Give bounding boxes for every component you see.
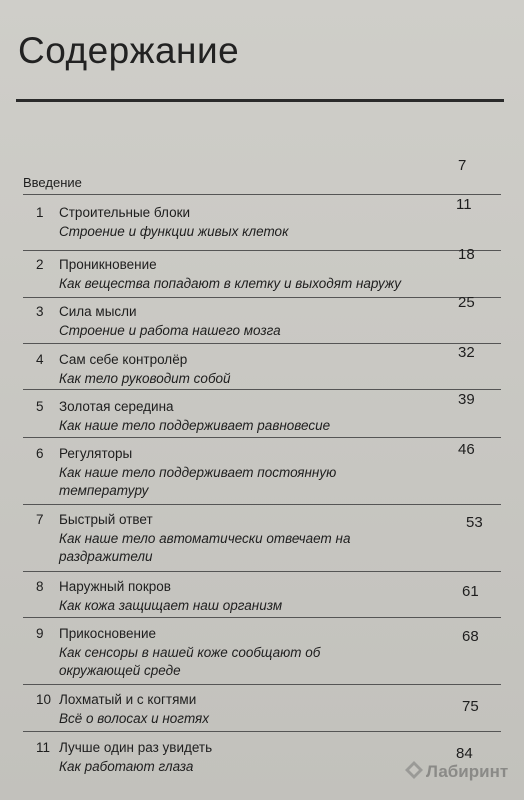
entry-divider bbox=[23, 684, 501, 685]
chapter-page-number: 46 bbox=[458, 441, 475, 458]
chapter-page-number: 84 bbox=[456, 745, 473, 762]
entry-divider bbox=[23, 571, 501, 572]
chapter-subtitle: Как наше тело автоматически отвечает на раздражители bbox=[59, 531, 351, 564]
chapter-title: Наружный покров bbox=[59, 579, 171, 594]
chapter-subtitle: Всё о волосах и ногтях bbox=[59, 711, 210, 726]
chapter-page-number: 25 bbox=[458, 294, 475, 311]
chapter-subtitle: Как вещества попадают в клетку и выходят наружу bbox=[59, 276, 402, 291]
chapter-page-number: 39 bbox=[458, 391, 475, 408]
chapter-number: 8 bbox=[36, 579, 44, 594]
entry-divider bbox=[23, 389, 501, 390]
chapter-number: 1 bbox=[36, 205, 44, 220]
chapter-title: Строительные блоки bbox=[59, 205, 191, 220]
chapter-title: Прикосновение bbox=[59, 626, 157, 641]
chapter-number: 3 bbox=[36, 304, 44, 319]
chapter-number: 7 bbox=[36, 512, 44, 527]
chapter-title: Сам себе контролёр bbox=[59, 352, 188, 367]
labirint-logo-icon bbox=[404, 760, 424, 780]
chapter-page-number: 53 bbox=[466, 514, 483, 531]
chapter-title: Лохматый и с когтями bbox=[59, 692, 197, 707]
chapter-number: 4 bbox=[36, 352, 44, 367]
intro-page-number: 7 bbox=[458, 157, 467, 174]
title-underline bbox=[16, 99, 504, 102]
chapter-subtitle: Как наше тело поддерживает равновесие bbox=[59, 418, 331, 433]
page-title: Содержание bbox=[18, 30, 240, 71]
chapter-page-number: 11 bbox=[456, 196, 472, 213]
entry-divider bbox=[23, 437, 501, 438]
entry-divider bbox=[23, 504, 501, 505]
entry-divider bbox=[23, 617, 501, 618]
chapter-subtitle: Строение и функции живых клеток bbox=[59, 224, 289, 239]
chapter-subtitle: Строение и работа нашего мозга bbox=[59, 323, 281, 338]
chapter-subtitle: Как наше тело поддерживает постоянную температуру bbox=[59, 465, 337, 498]
chapter-page-number: 32 bbox=[458, 344, 475, 361]
chapter-page-number: 18 bbox=[458, 246, 475, 263]
chapter-subtitle: Как кожа защищает наш организм bbox=[59, 598, 283, 613]
chapter-title: Сила мысли bbox=[59, 304, 137, 319]
chapter-title: Быстрый ответ bbox=[59, 512, 153, 527]
chapter-title: Золотая середина bbox=[59, 399, 174, 414]
chapter-title: Проникновение bbox=[59, 257, 157, 272]
chapter-page-number: 75 bbox=[462, 698, 479, 715]
entry-divider bbox=[23, 297, 501, 298]
chapter-number: 11 bbox=[36, 740, 51, 755]
entry-divider bbox=[23, 731, 501, 732]
intro-divider bbox=[23, 194, 501, 195]
entry-divider bbox=[23, 250, 501, 251]
chapter-number: 10 bbox=[36, 692, 52, 707]
chapter-number: 9 bbox=[36, 626, 44, 641]
chapter-title: Лучше один раз увидеть bbox=[59, 740, 213, 755]
chapter-subtitle: Как тело руководит собой bbox=[59, 371, 231, 386]
chapter-title: Регуляторы bbox=[59, 446, 133, 461]
chapter-number: 6 bbox=[36, 446, 44, 461]
chapter-number: 2 bbox=[36, 257, 44, 272]
entry-divider bbox=[23, 343, 501, 344]
chapter-subtitle: Как работают глаза bbox=[59, 759, 194, 774]
chapter-subtitle: Как сенсоры в нашей коже сообщают об окружающей среде bbox=[59, 645, 321, 678]
watermark-text: Лабиринт bbox=[426, 762, 509, 781]
chapter-page-number: 68 bbox=[462, 628, 479, 645]
intro-label: Введение bbox=[23, 175, 82, 190]
chapter-number: 5 bbox=[36, 399, 44, 414]
chapter-page-number: 61 bbox=[462, 583, 479, 600]
